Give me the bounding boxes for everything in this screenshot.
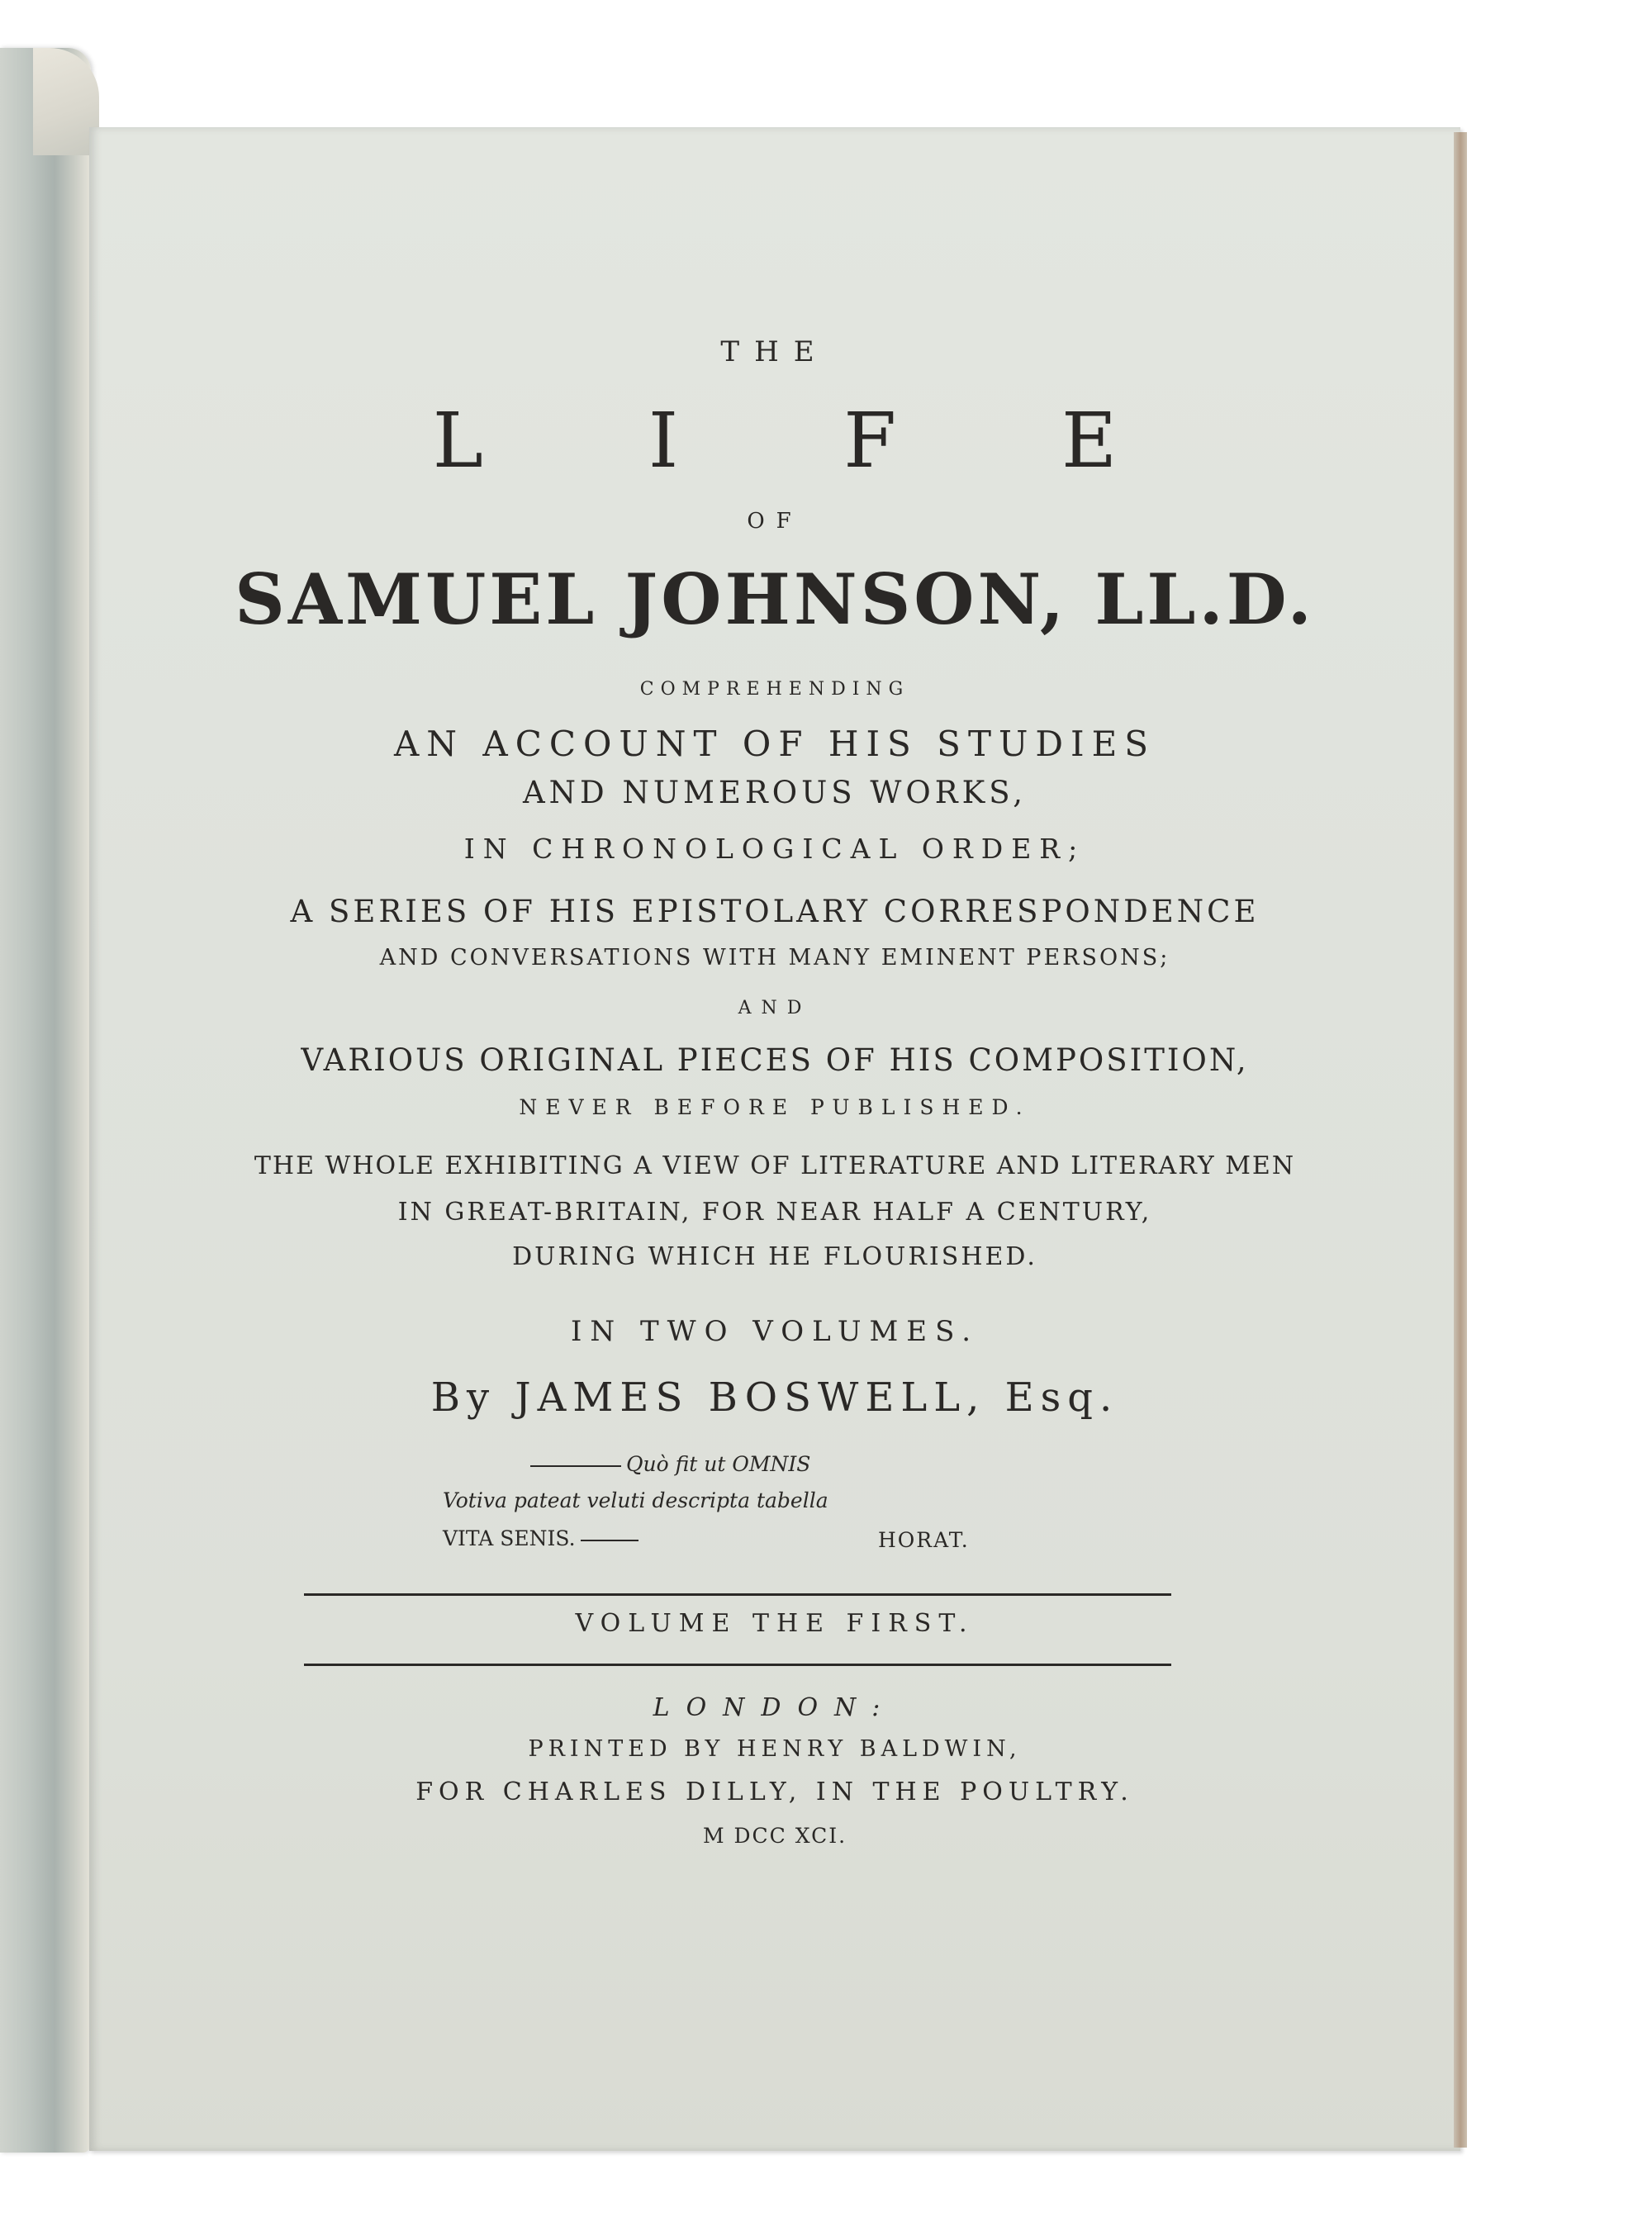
subtitle-chronological: IN CHRONOLOGICAL ORDER; <box>463 833 1086 865</box>
title-life: LIFE <box>432 396 1283 485</box>
epigraph-dash <box>530 1465 621 1467</box>
volume-label: VOLUME THE FIRST. <box>575 1609 975 1638</box>
epigraph-text-3: VITA SENIS. <box>443 1526 576 1550</box>
subtitle-conversations: AND CONVERSATIONS WITH MANY EMINENT PERSONS; <box>379 945 1170 971</box>
subtitle-great-britain: IN GREAT-BRITAIN, FOR NEAR HALF A CENTURY, <box>397 1198 1152 1227</box>
subtitle-series: A SERIES OF HIS EPISTOLARY CORRESPONDENCE <box>290 894 1260 929</box>
title-subject-name: SAMUEL JOHNSON, LL.D. <box>235 558 1315 640</box>
volume-rule-bottom <box>304 1664 1171 1666</box>
author-line: By JAMES BOSWELL, Esq. <box>430 1374 1119 1421</box>
title-of: OF <box>747 509 803 534</box>
epigraph-line-1 <box>525 1452 810 1476</box>
subtitle-during: DURING WHICH HE FLOURISHED. <box>512 1242 1037 1271</box>
subtitle-and: AND <box>738 998 812 1018</box>
epigraph-dash-end <box>581 1540 638 1541</box>
epigraph-line-2: Votiva pateat veluti descripta tabella <box>443 1488 828 1512</box>
volume-rule-top <box>304 1593 1171 1596</box>
subtitle-works: AND NUMEROUS WORKS, <box>522 775 1028 810</box>
epigraph-attribution: HORAT. <box>878 1528 970 1552</box>
facing-page-edge <box>0 48 91 2153</box>
volume-count: IN TWO VOLUMES. <box>570 1315 980 1348</box>
imprint-city: LONDON: <box>653 1693 897 1722</box>
epigraph-text-1: Quò fit ut OMNIS <box>626 1452 811 1476</box>
title-the: THE <box>720 335 829 368</box>
subtitle-account: AN ACCOUNT OF HIS STUDIES <box>393 724 1156 764</box>
imprint-date: M DCC XCI. <box>702 1824 847 1848</box>
title-page <box>89 127 1460 2151</box>
epigraph-line-3 <box>443 1526 643 1550</box>
subtitle-whole: THE WHOLE EXHIBITING A VIEW OF LITERATURE AND LITERARY MEN <box>254 1151 1296 1180</box>
subtitle-never-published: NEVER BEFORE PUBLISHED. <box>519 1095 1031 1119</box>
imprint-publisher: FOR CHARLES DILLY, IN THE POULTRY. <box>415 1778 1134 1806</box>
page-fore-edge <box>1454 132 1467 2148</box>
subtitle-various: VARIOUS ORIGINAL PIECES OF HIS COMPOSITION, <box>301 1042 1249 1078</box>
subtitle-comprehending: COMPREHENDING <box>639 679 910 700</box>
imprint-printer: PRINTED BY HENRY BALDWIN, <box>528 1736 1022 1762</box>
